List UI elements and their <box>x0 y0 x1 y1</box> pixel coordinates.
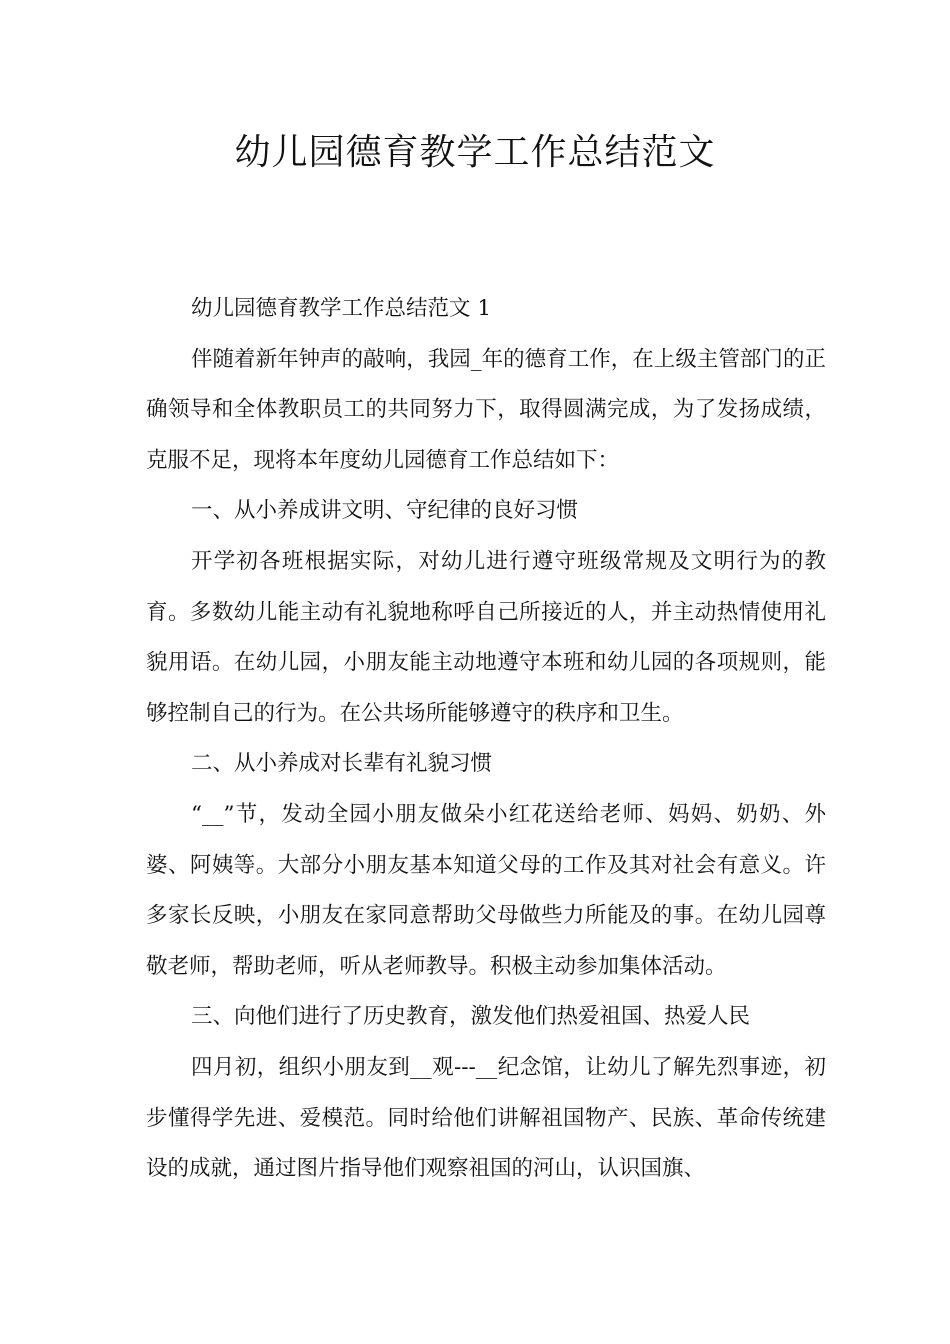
section-heading: 幼儿园德育教学工作总结范文 1 <box>191 296 492 321</box>
section-heading: 一、从小养成讲文明、守纪律的良好习惯 <box>191 498 579 524</box>
paragraph: 开学初各班根据实际，对幼儿进行遵守班级常规及文明行为的教育。多数幼儿能主动有礼貌地称呼自己所接近的人，并主动热情使用礼貌用语。在幼儿园，小朋友能主动地遵守本班和幼儿园的各项规则，能够控制自己的行为。在公共场所能够遵守的秩序和卫生。 <box>146 548 826 726</box>
section-heading: 三、向他们进行了历史教育，激发他们热爱祖国、热爱人民 <box>191 1004 751 1030</box>
document-body <box>146 284 826 1195</box>
paragraph: “__”节，发动全园小朋友做朵小红花送给老师、妈妈、奶奶、外婆、阿姨等。大部分小朋友基本知道父母的工作及其对社会有意义。许多家长反映，小朋友在家同意帮助父母做些力所能及的事。在幼儿园尊敬老师，帮助老师，听从老师教导。积极主动参加集体活动。 <box>146 801 826 979</box>
paragraph: 四月初，组织小朋友到__观---__纪念馆，让幼儿了解先烈事迹，初步懂得学先进、爱模范。同时给他们讲解祖国物产、民族、革命传统建设的成就，通过图片指导他们观察祖国的河山，认识国旗、 <box>146 1054 826 1182</box>
document-title: 幼儿园德育教学工作总结范文 <box>234 132 716 173</box>
paragraph: 伴随着新年钟声的敲响，我园_年的德育工作，在上级主管部门的正确领导和全体教职员工的共同努力下，取得圆满完成，为了发扬成绩，克服不足，现将本年度幼儿园德育工作总结如下： <box>146 346 826 473</box>
section-heading: 二、从小养成对长辈有礼貌习惯 <box>191 751 493 777</box>
